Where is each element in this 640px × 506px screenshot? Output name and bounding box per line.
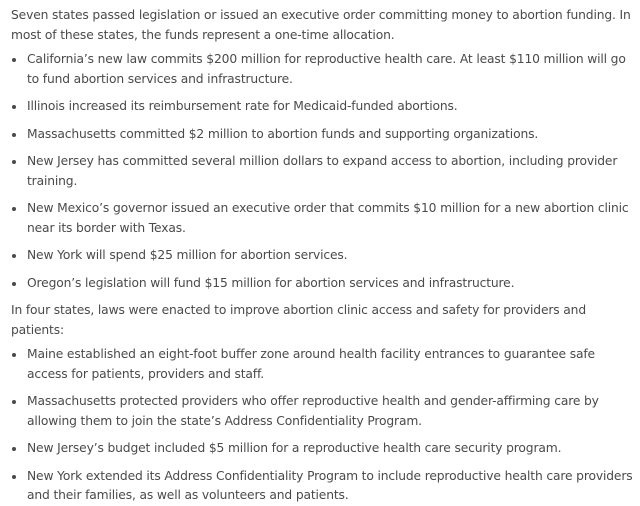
list-item (11, 274, 634, 294)
list-item-text: Oregon’s legislation will fund $15 million for abortion services and infrastructure. (27, 275, 515, 290)
list-item-text: Maine established an eight-foot buffer zone around health facility entrances to guarantee safe access for patients, providers and staff. (27, 347, 595, 381)
bullet-icon (12, 207, 16, 211)
list-item (11, 345, 634, 384)
list-item (11, 467, 634, 506)
list-item-text: Massachusetts protected providers who offer reproductive health and gender-affirming care by allowing them to join the state’s Address Confidentiality Program. (27, 394, 599, 428)
intro-paragraph: Seven states passed legislation or issued an executive order committing money to abortion funding. In most of these states, the funds represent a one-time allocation. (11, 8, 631, 42)
list-item (11, 199, 634, 238)
access-list (11, 345, 634, 506)
bullet-icon (12, 353, 16, 357)
list-item-text: New York will spend $25 million for abortion services. (27, 248, 348, 262)
bullet-icon (12, 447, 16, 451)
bullet-icon (12, 160, 16, 164)
list-item-text: California’s new law commits $200 million for reproductive health care. At least $110 million will go to fund abortion services and infrastructure. (27, 52, 626, 86)
list-item-text: Massachusetts committed $2 million to abortion funds and supporting organizations. (27, 126, 539, 141)
bullet-icon (12, 282, 16, 286)
list-item (11, 125, 634, 145)
access-intro-paragraph: In four states, laws were enacted to improve abortion clinic access and safety for providers and patients: (11, 303, 586, 337)
funding-list (11, 50, 634, 293)
bullet-icon (12, 58, 16, 62)
list-item (11, 439, 634, 459)
bullet-icon (12, 400, 16, 404)
list-item (11, 392, 634, 431)
bullet-icon (12, 254, 16, 258)
list-item (11, 97, 634, 117)
list-item-text: New Jersey’s budget included $5 million for a reproductive health care security program. (27, 441, 562, 455)
list-item (11, 152, 634, 191)
bullet-icon (12, 105, 16, 109)
bullet-icon (12, 133, 16, 137)
bullet-icon (12, 475, 16, 479)
list-item (11, 246, 634, 266)
list-item-text: Illinois increased its reimbursement rate for Medicaid-funded abortions. (27, 99, 458, 113)
list-item (11, 50, 634, 89)
list-item-text: New York extended its Address Confidentiality Program to include reproductive health care providers and their families, as well as volunteers and patients. (27, 468, 633, 502)
list-item-text: New Mexico’s governor issued an executive order that commits $10 million for a new abortion clinic near its border with Texas. (27, 201, 629, 235)
list-item-text: New Jersey has committed several million dollars to expand access to abortion, including provider training. (27, 154, 618, 188)
